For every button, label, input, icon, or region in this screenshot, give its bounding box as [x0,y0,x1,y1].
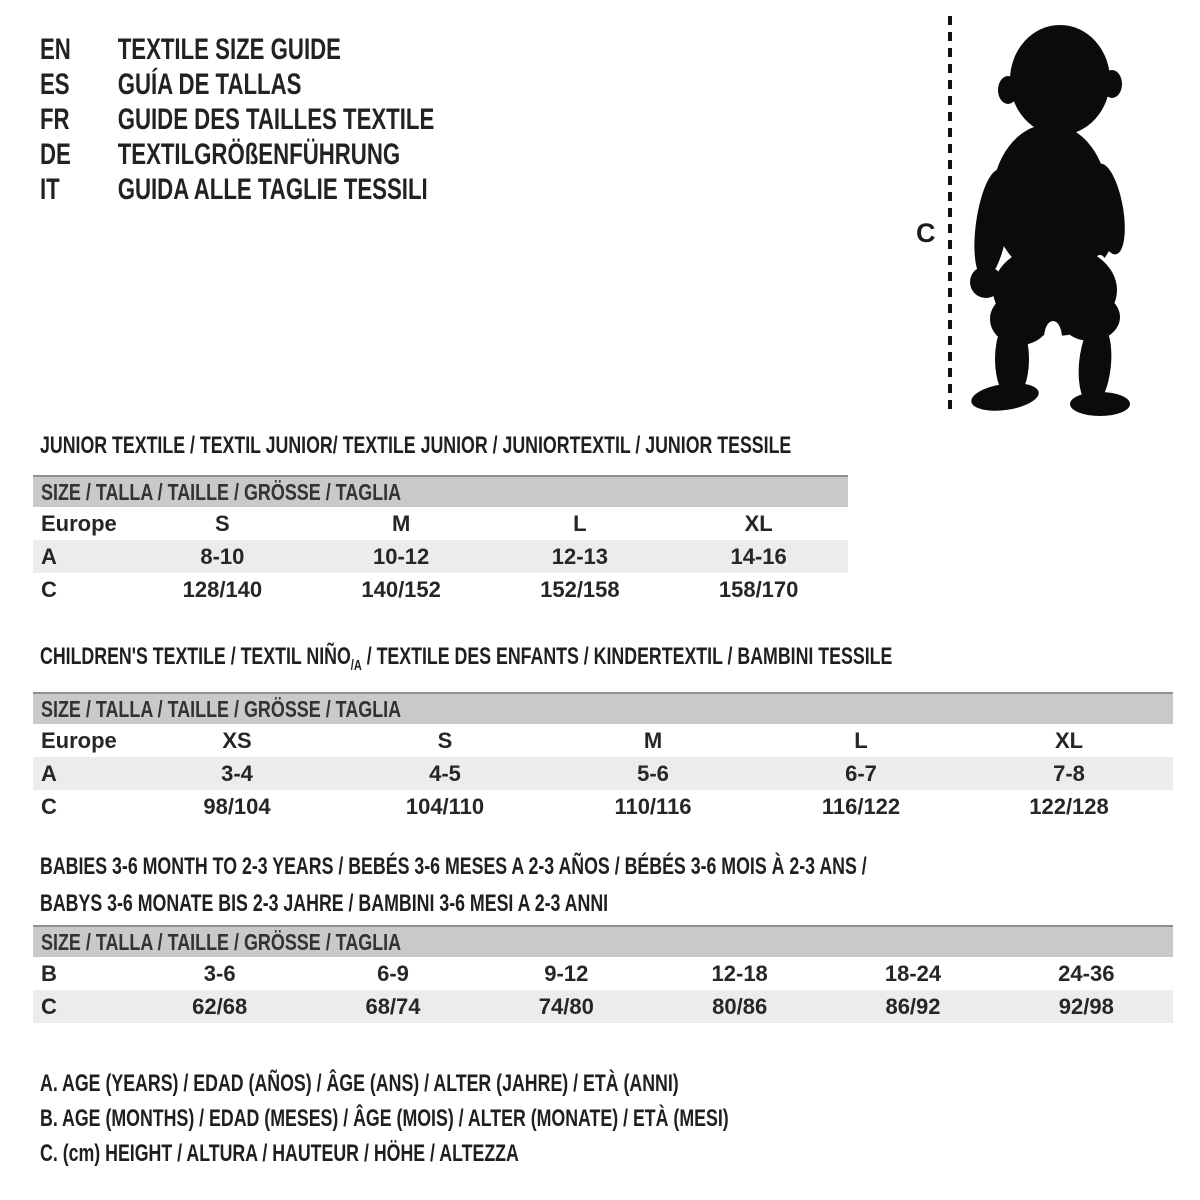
table-cell: 68/74 [365,993,421,1019]
guide-title-en: TEXTILE SIZE GUIDE [117,33,341,66]
table-cell: 3-6 [203,960,236,986]
legend [40,1066,729,1171]
language-code: EN [40,33,71,66]
table-row [33,990,1173,1023]
table-cell: 152/158 [540,576,620,602]
table-row [33,724,1173,757]
children-title-suffix: / TEXTILE DES ENFANTS / KINDERTEXTIL / BAMBINI TESSILE [361,643,893,670]
babies-title-line2: BABYS 3-6 MONATE BIS 2-3 JAHRE / BAMBINI 3-6 MESI A 2-3 ANNI [40,890,609,917]
guide-title-de: TEXTILGRÖßENFÜHRUNG [117,138,401,171]
table-row [33,790,1173,823]
babies-size-table [33,925,1173,1023]
row-label: A [41,543,57,569]
baby-silhouette [969,25,1131,416]
table-cell: 62/68 [192,993,248,1019]
table-cell: 14-16 [730,543,787,569]
table-cell: 7-8 [1053,760,1085,786]
junior-section-title: JUNIOR TEXTILE / TEXTIL JUNIOR/ TEXTILE JUNIOR / JUNIORTEXTIL / JUNIOR TESSILE [40,432,792,459]
table-row [33,957,1173,990]
language-row-it [40,172,434,207]
baby-silhouette-icon [938,12,1173,424]
language-row-en [40,32,434,67]
size-table-header [33,692,1173,724]
row-label: C [41,993,57,1019]
table-cell: 80/86 [712,993,768,1019]
row-label: Europe [41,727,117,753]
table-cell: L [854,727,868,753]
table-cell: 116/122 [821,793,901,819]
children-size-table [33,692,1173,823]
babies-title-line1: BABIES 3-6 MONTH TO 2-3 YEARS / BEBÉS 3-6 MESES A 2-3 AÑOS / BÉBÉS 3-6 MOIS À 2-3 ANS / [40,853,867,880]
table-cell: 140/152 [361,576,441,602]
table-cell: 6-7 [845,760,877,786]
size-table-header-label: SIZE / TALLA / TAILLE / GRÖSSE / TAGLIA [41,478,402,505]
children-title-subscript: /A [350,657,362,674]
legend-line-c: C. (cm) HEIGHT / ALTURA / HAUTEUR / HÖHE / ALTEZZA [40,1140,519,1167]
table-cell: 8-10 [200,543,245,569]
guide-title-fr: GUIDE DES TAILLES TEXTILE [117,103,435,136]
junior-size-table [33,475,848,606]
table-cell: 128/140 [182,576,263,602]
table-cell: 86/92 [885,993,941,1019]
row-label: C [41,576,57,602]
table-cell: 92/98 [1058,993,1114,1019]
language-code: IT [40,173,60,206]
table-cell: S [437,727,453,753]
table-cell: 158/170 [718,576,799,602]
table-cell: L [573,510,587,536]
row-label: C [41,793,57,819]
table-cell: 104/110 [405,793,485,819]
table-cell: S [215,510,230,536]
table-cell: 6-9 [377,960,409,986]
table-cell: 9-12 [544,960,589,986]
table-cell: 3-4 [221,760,253,786]
table-cell: XS [222,727,252,753]
language-code: FR [40,103,70,136]
language-row-es [40,67,434,102]
language-code: ES [40,68,70,101]
size-table-header-label: SIZE / TALLA / TAILLE / GRÖSSE / TAGLIA [41,928,402,955]
legend-line-b: B. AGE (MONTHS) / EDAD (MESES) / ÂGE (MOIS) / ALTER (MONATE) / ETÀ (MESI) [40,1105,729,1132]
children-title-prefix: CHILDREN'S TEXTILE / TEXTIL NIÑO [40,643,351,670]
table-cell: XL [1054,727,1084,753]
language-row-fr [40,102,434,137]
guide-title-es: GUÍA DE TALLAS [117,68,302,101]
table-cell: 74/80 [538,993,594,1019]
table-cell: M [643,727,663,753]
row-label: B [41,960,57,986]
table-row [33,757,1173,790]
children-section-title [40,644,892,679]
table-cell: 5-6 [637,760,669,786]
table-cell: M [391,510,411,536]
table-cell: 12-13 [551,543,609,569]
height-measure-label: C [916,218,936,248]
table-cell: 122/128 [1029,793,1109,819]
table-cell: 12-18 [711,960,768,986]
table-cell: 4-5 [429,760,461,786]
size-table-header [33,925,1173,957]
row-label: Europe [41,510,117,536]
guide-title-it: GUIDA ALLE TAGLIE TESSILI [117,173,428,206]
language-row-de [40,137,434,172]
table-row [33,540,848,573]
table-cell: 24-36 [1058,960,1115,986]
table-cell: XL [744,510,773,536]
language-list [40,32,434,207]
table-row [33,507,848,540]
legend-line-a: A. AGE (YEARS) / EDAD (AÑOS) / ÂGE (ANS) / ALTER (JAHRE) / ETÀ (ANNI) [40,1070,679,1097]
language-code: DE [40,138,71,171]
table-row [33,573,848,606]
table-cell: 10-12 [372,543,430,569]
table-cell: 18-24 [884,960,942,986]
table-cell: 98/104 [203,793,271,819]
babies-section-title [40,848,867,922]
table-cell: 110/116 [614,793,692,819]
size-table-header-label: SIZE / TALLA / TAILLE / GRÖSSE / TAGLIA [41,695,402,722]
size-table-header [33,475,848,507]
row-label: A [41,760,57,786]
